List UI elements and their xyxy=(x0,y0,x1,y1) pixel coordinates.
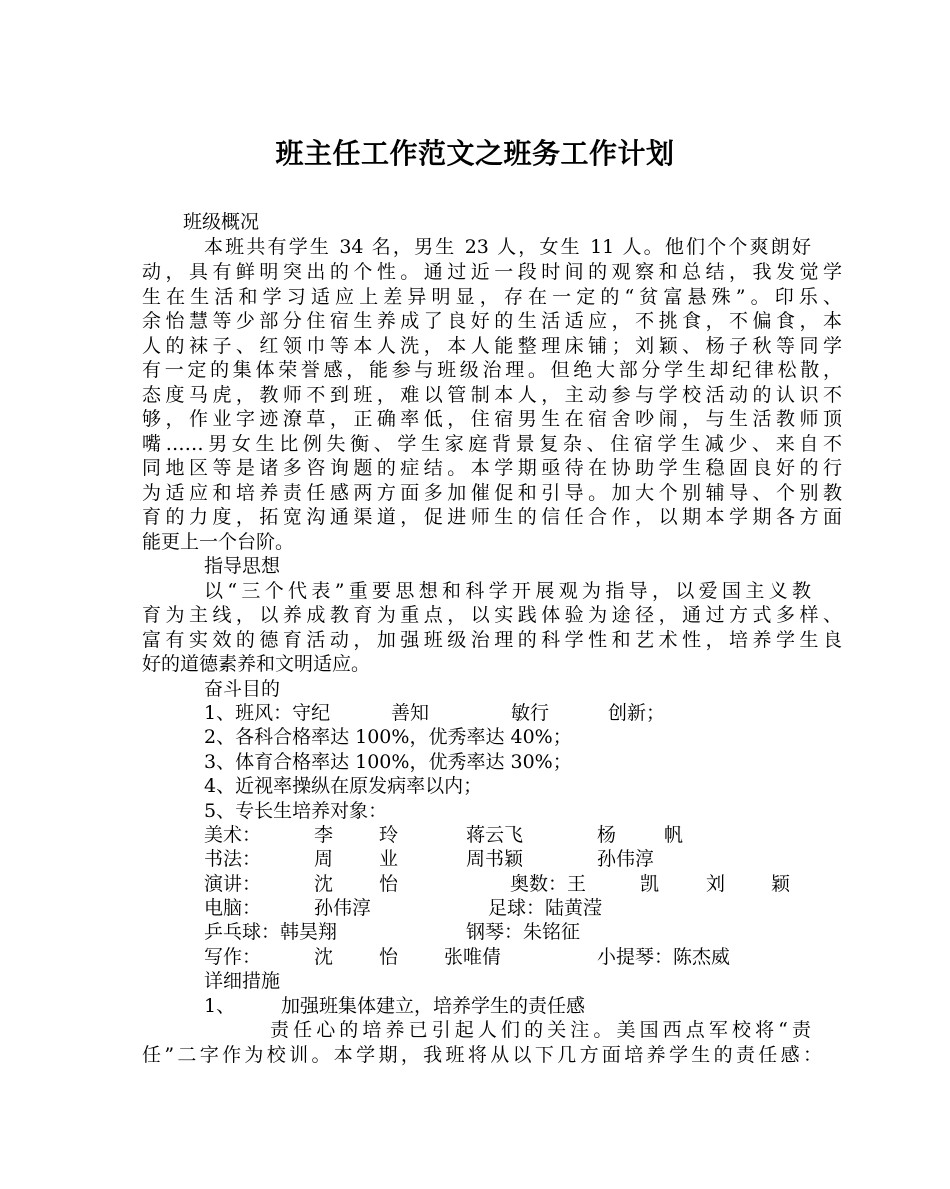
talent-row-art xyxy=(204,823,804,847)
section-heading-guiding-ideology: 指导思想 xyxy=(204,555,281,577)
talent-row-speech xyxy=(204,872,804,896)
goal-item: 4、近视率操纵在原发病率以内； xyxy=(204,775,483,797)
talent-name: 刘 xyxy=(706,873,726,895)
talent-name: 怡 xyxy=(379,873,399,895)
talent-name: 孙伟淳 xyxy=(314,897,372,919)
talent-label: 演讲： xyxy=(204,873,262,895)
paragraph-line: 好的道德素养和文明适应。 xyxy=(142,653,371,675)
talent-label: 美术： xyxy=(204,824,262,846)
goal-text: 创新； xyxy=(608,702,666,724)
talent-name: 怡 xyxy=(379,946,399,968)
paragraph-line: 育的力度，拓宽沟通渠道，促进师生的信任合作，以期本学期各方面 xyxy=(142,506,842,528)
paragraph-line: 生在生活和学习适应上差异明显，存在一定的“贫富悬殊”。印乐、 xyxy=(142,286,842,308)
talent-name: 蒋云飞 xyxy=(466,824,524,846)
talent-row-pingpong xyxy=(204,920,804,944)
goal-text: 善知 xyxy=(391,702,430,724)
goal-text: 敏行 xyxy=(511,702,550,724)
talent-name: 小提琴：陈杰威 xyxy=(597,946,731,968)
talent-name: 钢琴：朱铭征 xyxy=(466,921,581,943)
goal-item: 2、各科合格率达 100%，优秀率达 40%； xyxy=(204,726,572,748)
goal-item-class-style xyxy=(204,701,804,725)
paragraph-line: 责任心的培养已引起人们的关注。美国西点军校将“责 xyxy=(270,1019,811,1041)
talent-label: 书法： xyxy=(204,848,262,870)
talent-name: 奥数：王 xyxy=(510,873,587,895)
measure-title: 加强班集体建立，培养学生的责任感 xyxy=(281,995,586,1017)
paragraph-line: 育为主线，以养成教育为重点，以实践体验为途径，通过方式多样、 xyxy=(142,604,842,626)
talent-name: 沈 xyxy=(314,946,334,968)
paragraph-line: 人的袜子、红领巾等本人洗，本人能整理床铺；刘颖、杨子秋等同学 xyxy=(142,335,842,357)
talent-name: 乒乓球：韩昊翔 xyxy=(204,921,338,943)
section-heading-class-overview: 班级概况 xyxy=(183,211,260,233)
goal-item: 5、专长生培养对象： xyxy=(204,800,388,822)
paragraph-line: 能更上一个台阶。 xyxy=(142,531,295,553)
talent-label: 电脑： xyxy=(204,897,262,919)
talent-row-calligraphy xyxy=(204,847,804,871)
talent-name: 周书颖 xyxy=(466,848,524,870)
paragraph-line: 余怡慧等少部分住宿生养成了良好的生活适应，不挑食，不偏食，本 xyxy=(142,310,842,332)
goal-item: 3、体育合格率达 100%，优秀率达 30%； xyxy=(204,751,572,773)
paragraph-line: 以“三个代表”重要思想和科学开展观为指导，以爱国主义教 xyxy=(204,580,811,602)
paragraph-line: 有一定的集体荣誉感，能参与班级治理。但绝大部分学生却纪律松散， xyxy=(142,359,842,381)
goal-text: 1、班风：守纪 xyxy=(204,702,331,724)
talent-row-computer xyxy=(204,896,804,920)
paragraph-line: 动，具有鲜明突出的个性。通过近一段时间的观察和总结，我发觉学 xyxy=(142,261,842,283)
talent-name: 凯 xyxy=(640,873,660,895)
talent-name: 张唯倩 xyxy=(444,946,502,968)
talent-name: 帆 xyxy=(664,824,684,846)
paragraph-line: 同地区等是诸多咨询题的症结。本学期亟待在协助学生稳固良好的行 xyxy=(142,457,842,479)
measure-number: 1、 xyxy=(204,995,236,1017)
paragraph-line: 任”二字作为校训。本学期，我班将从以下几方面培养学生的责任感： xyxy=(142,1044,822,1066)
paragraph-line: 为适应和培养责任感两方面多加催促和引导。加大个别辅导、个别教 xyxy=(142,482,842,504)
section-heading-measures: 详细措施 xyxy=(204,970,281,992)
measure-item-1 xyxy=(204,994,804,1018)
talent-name: 杨 xyxy=(597,824,617,846)
talent-name: 周 xyxy=(314,848,334,870)
talent-name: 李 xyxy=(314,824,334,846)
page-title: 班主任工作范文之班务工作计划 xyxy=(275,137,675,170)
talent-name: 沈 xyxy=(314,873,334,895)
talent-name: 业 xyxy=(379,848,399,870)
section-heading-goals: 奋斗目的 xyxy=(204,678,281,700)
paragraph-line: 本班共有学生 34 名，男生 23 人，女生 11 人。他们个个爽朗好 xyxy=(204,236,811,258)
talent-name: 孙伟淳 xyxy=(597,848,655,870)
paragraph-line: 态度马虎，教师不到班，难以管制本人，主动参与学校活动的认识不 xyxy=(142,384,842,406)
talent-name: 玲 xyxy=(379,824,399,846)
paragraph-line: 够，作业字迹潦草，正确率低，住宿男生在宿舍吵闹，与生活教师顶 xyxy=(142,408,842,430)
talent-name: 颖 xyxy=(771,873,791,895)
talent-name: 足球：陆黄滢 xyxy=(488,897,603,919)
talent-row-writing xyxy=(204,945,804,969)
paragraph-line: 嘴……男女生比例失衡、学生家庭背景复杂、住宿学生减少、来自不 xyxy=(142,433,842,455)
paragraph-line: 富有实效的德育活动，加强班级治理的科学性和艺术性，培养学生良 xyxy=(142,629,842,651)
talent-label: 写作： xyxy=(204,946,262,968)
